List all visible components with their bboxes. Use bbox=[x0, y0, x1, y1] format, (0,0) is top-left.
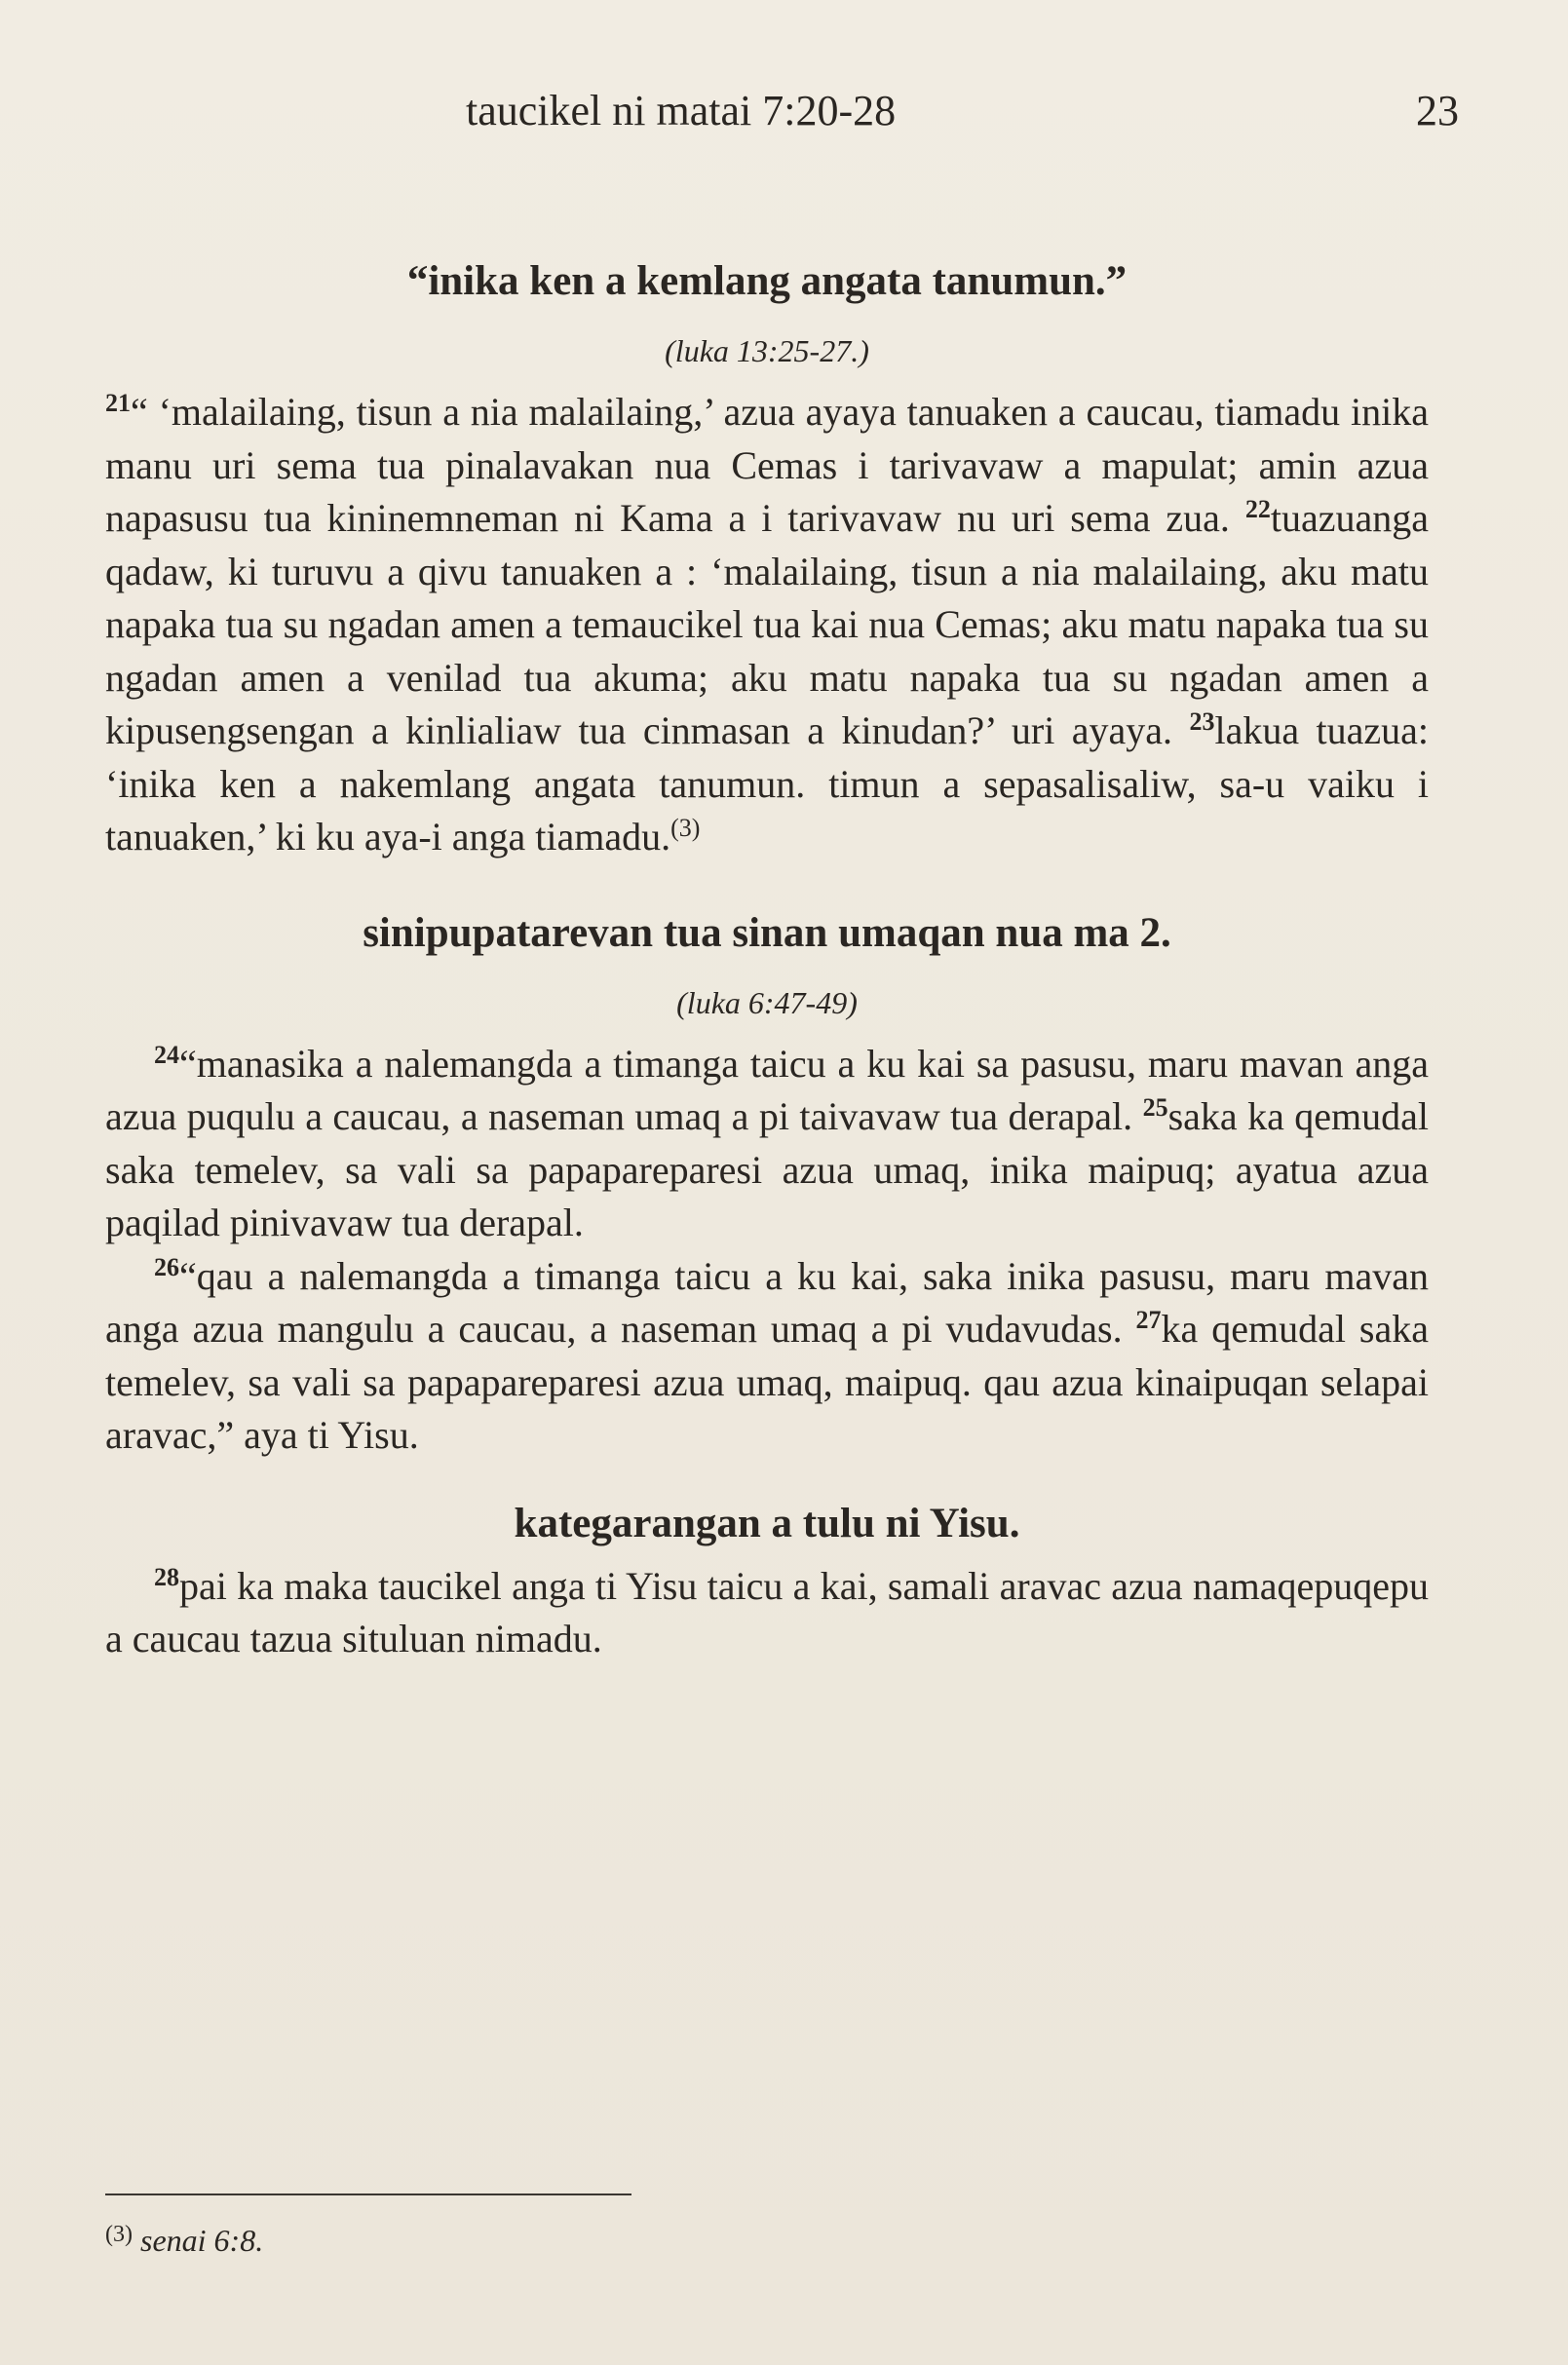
verse-text: “qau a nalemangda a timanga taicu a ku kai, saka inika pasusu, maru mavan anga azua mangulu a caucau, a naseman umaq a pi vudavudas. bbox=[105, 1253, 1429, 1351]
section-reference-2: (luka 6:47-49) bbox=[676, 984, 858, 1020]
section-heading-1: “inika ken a kemlang angata tanumun.” bbox=[406, 258, 1128, 304]
paragraph-verse-24 bbox=[105, 1038, 1429, 1250]
verse-number: 21 bbox=[105, 389, 131, 417]
verse-number: 28 bbox=[154, 1562, 179, 1591]
footnote-marker: (3) bbox=[670, 814, 701, 842]
footnote-text: senai 6:8. bbox=[139, 2223, 264, 2258]
verse-number: 26 bbox=[154, 1252, 179, 1281]
page-number: 23 bbox=[1416, 87, 1459, 134]
verse-text: saka ka qemudal saka temelev, sa vali sa papapareparesi azua umaq, inika maipuq; ayatua azua paqilad pinivavaw tua derapal. bbox=[105, 1094, 1430, 1244]
page-header bbox=[105, 86, 1459, 154]
page-content bbox=[105, 255, 1429, 1666]
paragraph-verse-26 bbox=[105, 1250, 1429, 1463]
verse-number: 23 bbox=[1189, 707, 1215, 736]
section-heading-2: sinipupatarevan tua sinan umaqan nua ma 2. bbox=[363, 909, 1171, 956]
verse-number: 22 bbox=[1244, 495, 1271, 523]
verse-number: 25 bbox=[1142, 1093, 1168, 1122]
verse-text: tuazuanga qadaw, ki turuvu a qivu tanuaken a : ‘malailaing, tisun a nia malailaing, aku matu napaka tua su ngadan amen a temaucikel tua kai nua Cemas; aku matu napaka tua su ngadan amen a venilad tua akuma; aku matu napaka tua su ngadan amen a kipusengsengan a kinlialiaw tua cinmasan a kinudan?’ uri ayaya. bbox=[105, 496, 1429, 752]
section-reference-1: (luka 13:25-27.) bbox=[665, 333, 869, 368]
verse-text: lakua tuazua: ‘inika ken a nakemlang angata tanumun. timun a sepasalisaliw, sa-u vaiku i tanuaken,’ ki ku aya-i anga tiamadu. bbox=[105, 708, 1429, 858]
paragraph-verse-28 bbox=[105, 1560, 1429, 1666]
footnote bbox=[105, 2222, 263, 2259]
verse-number: 27 bbox=[1135, 1306, 1162, 1334]
verse-text: pai ka maka taucikel anga ti Yisu taicu a kai, samali aravac azua namaqepuqepu a caucau tazua situluan nimadu. bbox=[105, 1563, 1429, 1660]
verse-text: ka qemudal saka temelev, sa vali sa papapareparesi azua umaq, maipuq. qau azua kinaipuqan selapai aravac,” aya ti Yisu. bbox=[105, 1307, 1430, 1457]
verse-text: “manasika a nalemangda a timanga taicu a ku kai sa pasusu, maru mavan anga azua puqulu a caucau, a naseman umaq a pi taivavaw tua derapal. bbox=[105, 1041, 1429, 1138]
running-title: taucikel ni matai 7:20-28 bbox=[466, 87, 897, 134]
section-heading-3: kategarangan a tulu ni Yisu. bbox=[514, 1500, 1020, 1546]
verse-text: “ ‘malailaing, tisun a nia malailaing,’ azua ayaya tanuaken a caucau, tiamadu inika manu uri sema tua pinalavakan nua Cemas i tarivavaw a mapulat; amin azua napasusu tua kininemneman ni Kama a i tarivavaw nu uri sema zua. bbox=[105, 390, 1429, 540]
paragraph-verse-21 bbox=[105, 386, 1429, 864]
footnote-divider bbox=[105, 2193, 631, 2195]
verse-number: 24 bbox=[154, 1040, 179, 1069]
footnote-mark: (3) bbox=[105, 2222, 133, 2247]
